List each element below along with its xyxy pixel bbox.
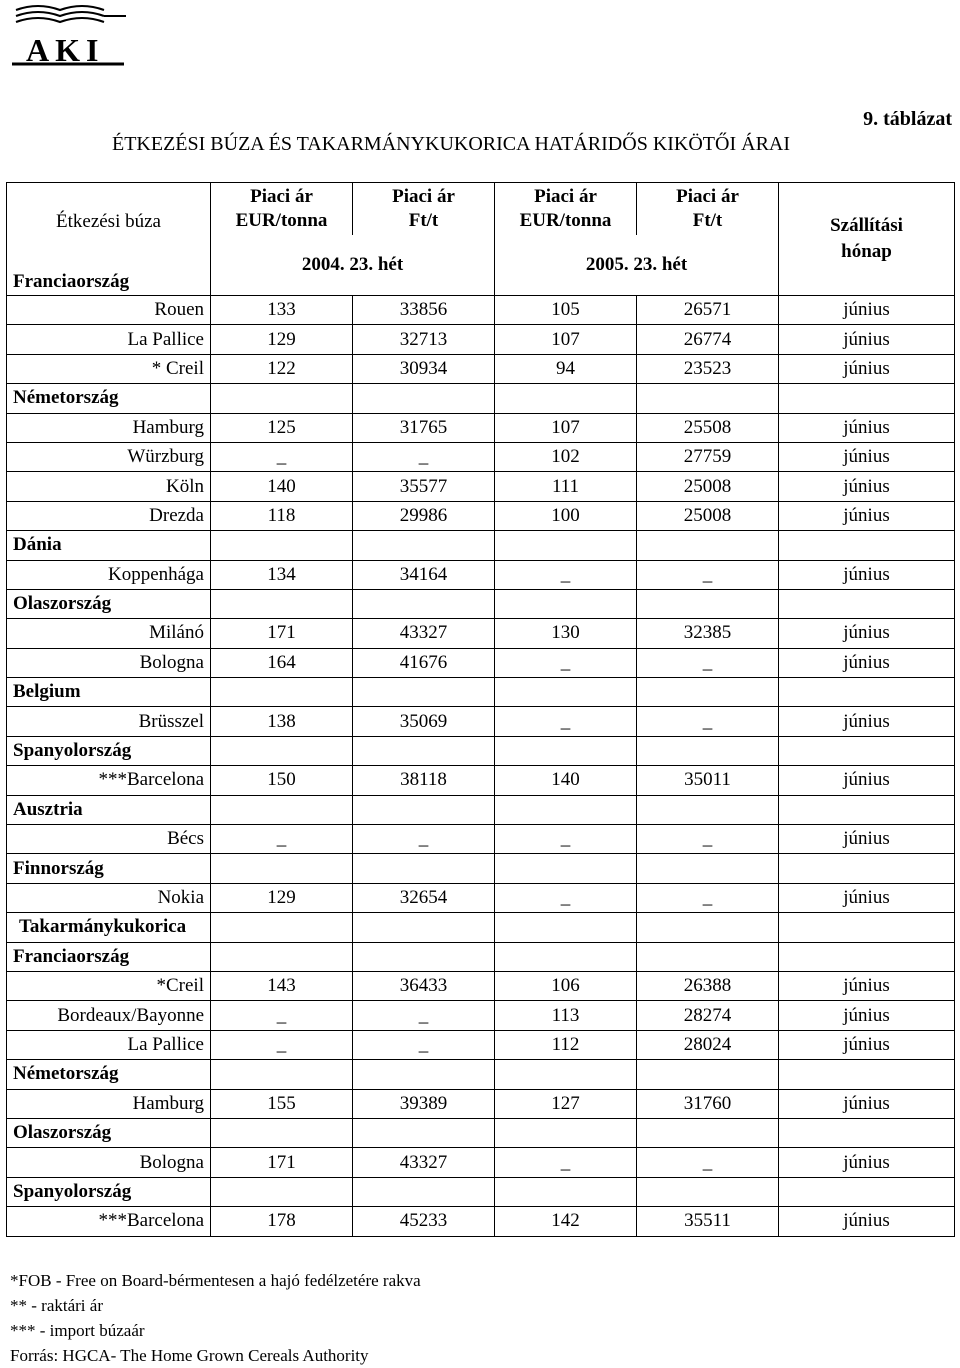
table-row <box>7 1001 955 1030</box>
row-label: ***Barcelona <box>7 766 211 795</box>
cell: 27759 <box>637 442 779 471</box>
cell: 127 <box>495 1089 637 1118</box>
country-label: Olaszország <box>7 1118 211 1147</box>
cell: 150 <box>211 766 353 795</box>
country-label: Finnország <box>7 854 211 883</box>
table-row <box>7 707 955 736</box>
cell: 25008 <box>637 472 779 501</box>
cell: 94 <box>495 354 637 383</box>
cell: 23523 <box>637 354 779 383</box>
row-label: * Creil <box>7 354 211 383</box>
country-row <box>7 1177 955 1206</box>
cell: 31760 <box>637 1089 779 1118</box>
cell: június <box>779 1207 955 1236</box>
header-col2-line2: Ft/t <box>408 210 439 231</box>
cell: 38118 <box>353 766 495 795</box>
cell: 130 <box>495 619 637 648</box>
table-row <box>7 648 955 677</box>
cell: 100 <box>495 501 637 530</box>
cell: 106 <box>495 971 637 1000</box>
cell: _ <box>637 1148 779 1177</box>
country-label: Dánia <box>7 531 211 560</box>
cell: 107 <box>495 413 637 442</box>
cell: 26571 <box>637 296 779 325</box>
cell: 111 <box>495 472 637 501</box>
cell: 155 <box>211 1089 353 1118</box>
header-col5-line2: hónap <box>841 241 892 262</box>
table-row <box>7 766 955 795</box>
cell: 134 <box>211 560 353 589</box>
cell: 171 <box>211 619 353 648</box>
cell: 138 <box>211 707 353 736</box>
row-label: Koppenhága <box>7 560 211 589</box>
table-row <box>7 619 955 648</box>
section-label: Étkezési búza <box>56 211 161 232</box>
row-label: La Pallice <box>7 325 211 354</box>
row-label: ***Barcelona <box>7 1207 211 1236</box>
week-2004: 2004. 23. hét <box>211 235 495 296</box>
country-row <box>7 531 955 560</box>
row-label: La Pallice <box>7 1030 211 1059</box>
cell: 102 <box>495 442 637 471</box>
row-label: Köln <box>7 472 211 501</box>
header-section-cell <box>7 183 211 236</box>
cell: _ <box>495 825 637 854</box>
country-row <box>7 854 955 883</box>
table-row <box>7 501 955 530</box>
cell: június <box>779 971 955 1000</box>
country-label: Ausztria <box>7 795 211 824</box>
cell: 36433 <box>353 971 495 1000</box>
cell: _ <box>353 442 495 471</box>
cell: _ <box>211 442 353 471</box>
header-col4-line2: Ft/t <box>692 210 723 231</box>
country-label: Németország <box>7 1060 211 1089</box>
cell: 129 <box>211 883 353 912</box>
row-label: Rouen <box>7 296 211 325</box>
footnote-import: *** - import búzaár <box>10 1321 145 1340</box>
cell: 33856 <box>353 296 495 325</box>
row-label: Bologna <box>7 648 211 677</box>
cell: június <box>779 501 955 530</box>
header-col5 <box>779 183 955 296</box>
country-row <box>7 942 955 971</box>
table-row <box>7 825 955 854</box>
row-label: Bordeaux/Bayonne <box>7 1001 211 1030</box>
cell: 112 <box>495 1030 637 1059</box>
cell: június <box>779 1030 955 1059</box>
cell: 35069 <box>353 707 495 736</box>
section-label-corn: Takarmánykukorica <box>7 913 211 942</box>
cell: 45233 <box>353 1207 495 1236</box>
row-label: Würzburg <box>7 442 211 471</box>
cell: 143 <box>211 971 353 1000</box>
country-label: Franciaország <box>7 942 211 971</box>
cell: június <box>779 1001 955 1030</box>
country-row <box>7 384 955 413</box>
cell: 31765 <box>353 413 495 442</box>
cell: 133 <box>211 296 353 325</box>
cell: június <box>779 442 955 471</box>
aki-logo <box>8 2 128 72</box>
row-label: Nokia <box>7 883 211 912</box>
cell: június <box>779 560 955 589</box>
cell: június <box>779 1089 955 1118</box>
country-row <box>7 736 955 765</box>
header-col5-line1: Szállítási <box>830 215 903 236</box>
cell: 26774 <box>637 325 779 354</box>
table-row <box>7 1089 955 1118</box>
cell: 41676 <box>353 648 495 677</box>
country-row <box>7 1060 955 1089</box>
first-country-cell <box>7 235 211 296</box>
cell: június <box>779 325 955 354</box>
cell: 32654 <box>353 883 495 912</box>
section-row <box>7 913 955 942</box>
cell: június <box>779 825 955 854</box>
table-row <box>7 883 955 912</box>
cell: 164 <box>211 648 353 677</box>
country-franciaorszag: Franciaország <box>13 271 130 292</box>
cell: _ <box>637 883 779 912</box>
cell: 107 <box>495 325 637 354</box>
cell: június <box>779 1148 955 1177</box>
row-label: *Creil <box>7 971 211 1000</box>
cell: _ <box>637 648 779 677</box>
cell: _ <box>495 707 637 736</box>
cell: 34164 <box>353 560 495 589</box>
header-col1-line1: Piaci ár <box>250 186 313 207</box>
cell: 171 <box>211 1148 353 1177</box>
table-row <box>7 325 955 354</box>
header-col2 <box>353 183 495 236</box>
country-row <box>7 795 955 824</box>
country-label: Spanyolország <box>7 736 211 765</box>
row-label: Hamburg <box>7 1089 211 1118</box>
row-label: Bologna <box>7 1148 211 1177</box>
cell: 32385 <box>637 619 779 648</box>
cell: június <box>779 648 955 677</box>
cell: _ <box>353 825 495 854</box>
price-table <box>6 182 955 1237</box>
table-row <box>7 1207 955 1236</box>
week-2005: 2005. 23. hét <box>495 235 779 296</box>
table-row <box>7 560 955 589</box>
cell: 129 <box>211 325 353 354</box>
cell: június <box>779 766 955 795</box>
page-title: ÉTKEZÉSI BÚZA ÉS TAKARMÁNYKUKORICA HATÁRIDŐS KIKÖTŐI ÁRAI <box>112 133 791 155</box>
cell: 25008 <box>637 501 779 530</box>
header-col4 <box>637 183 779 236</box>
table-row <box>7 413 955 442</box>
cell: 35577 <box>353 472 495 501</box>
cell: 25508 <box>637 413 779 442</box>
cell: június <box>779 619 955 648</box>
header-col3 <box>495 183 637 236</box>
row-label: Hamburg <box>7 413 211 442</box>
cell: _ <box>353 1030 495 1059</box>
cell: 118 <box>211 501 353 530</box>
footnote-warehouse: ** - raktári ár <box>10 1296 103 1315</box>
cell: 105 <box>495 296 637 325</box>
cell: 113 <box>495 1001 637 1030</box>
header-row <box>7 183 955 236</box>
table-row <box>7 354 955 383</box>
cell: 142 <box>495 1207 637 1236</box>
cell: 178 <box>211 1207 353 1236</box>
header-col4-line1: Piaci ár <box>676 186 739 207</box>
cell: 140 <box>211 472 353 501</box>
row-label: Milánó <box>7 619 211 648</box>
header-col3-line1: Piaci ár <box>534 186 597 207</box>
header-col1 <box>211 183 353 236</box>
table-row <box>7 472 955 501</box>
header-col1-line2: EUR/tonna <box>235 210 328 231</box>
cell: június <box>779 296 955 325</box>
cell: _ <box>211 1030 353 1059</box>
cell: 35511 <box>637 1207 779 1236</box>
cell: _ <box>495 560 637 589</box>
country-row <box>7 589 955 618</box>
cell: 28024 <box>637 1030 779 1059</box>
cell: 32713 <box>353 325 495 354</box>
cell: _ <box>211 825 353 854</box>
cell: _ <box>495 1148 637 1177</box>
cell: _ <box>211 1001 353 1030</box>
footnote-fob: *FOB - Free on Board-bérmentesen a hajó fedélzetére rakva <box>10 1271 421 1290</box>
cell: 30934 <box>353 354 495 383</box>
row-label: Brüsszel <box>7 707 211 736</box>
cell: június <box>779 707 955 736</box>
cell: _ <box>495 648 637 677</box>
cell: 43327 <box>353 619 495 648</box>
cell: _ <box>353 1001 495 1030</box>
table-row <box>7 296 955 325</box>
cell: június <box>779 413 955 442</box>
table-row <box>7 1030 955 1059</box>
cell: június <box>779 472 955 501</box>
cell: június <box>779 883 955 912</box>
header-col3-line2: EUR/tonna <box>519 210 612 231</box>
logo-text: AKI <box>26 32 105 68</box>
row-label: Bécs <box>7 825 211 854</box>
cell: 140 <box>495 766 637 795</box>
cell: _ <box>637 560 779 589</box>
cell: _ <box>637 825 779 854</box>
table-row <box>7 1148 955 1177</box>
country-label: Németország <box>7 384 211 413</box>
cell: 29986 <box>353 501 495 530</box>
cell: 125 <box>211 413 353 442</box>
row-label: Drezda <box>7 501 211 530</box>
cell: 122 <box>211 354 353 383</box>
cell: _ <box>495 883 637 912</box>
cell: június <box>779 354 955 383</box>
header-col2-line1: Piaci ár <box>392 186 455 207</box>
table-number: 9. táblázat <box>863 108 952 130</box>
footnotes <box>10 1268 421 1368</box>
footnote-source: Forrás: HGCA- The Home Grown Cereals Authority <box>10 1346 369 1365</box>
cell: 43327 <box>353 1148 495 1177</box>
table-row <box>7 971 955 1000</box>
cell: 39389 <box>353 1089 495 1118</box>
country-row <box>7 678 955 707</box>
cell: 26388 <box>637 971 779 1000</box>
country-row <box>7 1118 955 1147</box>
cell: 35011 <box>637 766 779 795</box>
country-label: Belgium <box>7 678 211 707</box>
cell: 28274 <box>637 1001 779 1030</box>
country-label: Spanyolország <box>7 1177 211 1206</box>
cell: _ <box>637 707 779 736</box>
country-label: Olaszország <box>7 589 211 618</box>
table-row <box>7 442 955 471</box>
